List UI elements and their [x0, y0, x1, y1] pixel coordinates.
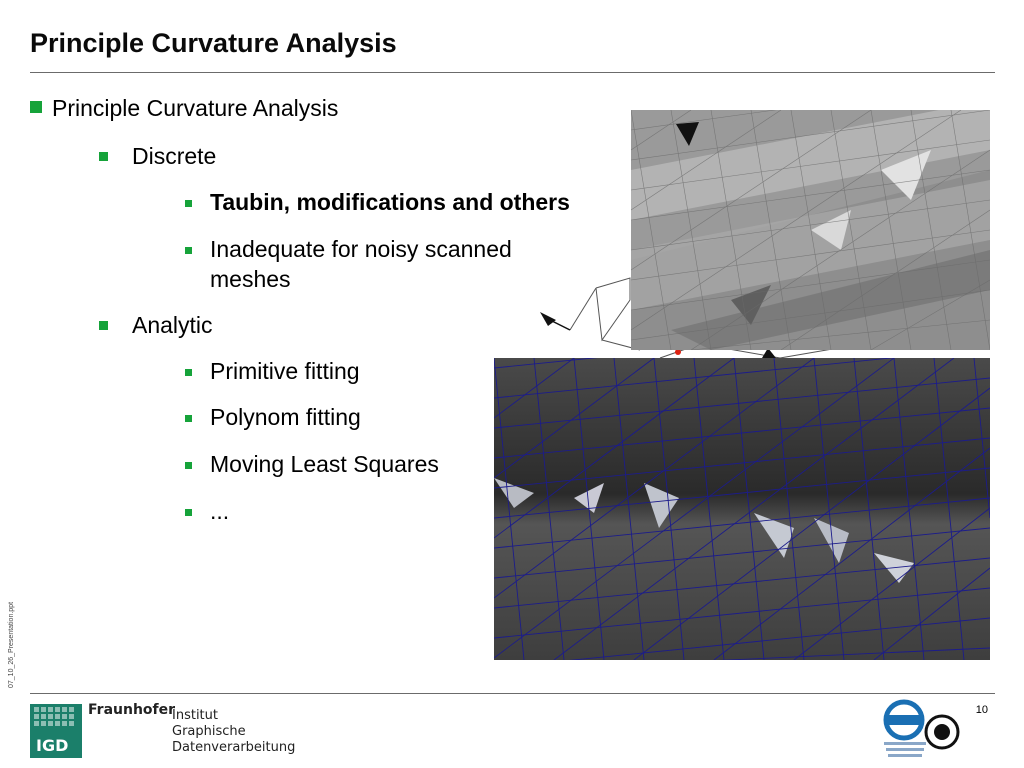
institute-line-1: Institut [172, 708, 218, 723]
bullet-square-icon [185, 369, 192, 376]
bullet-square-icon [99, 321, 108, 330]
bullet-square-icon [185, 415, 192, 422]
certification-logo [880, 698, 965, 760]
bullet-item [132, 141, 216, 171]
bullet-square-icon [185, 462, 192, 469]
mesh-render-image [631, 110, 990, 350]
bullet-item [210, 496, 229, 526]
bullet-text: Discrete [132, 143, 217, 169]
bullet-item [210, 187, 570, 217]
igd-logo-text: IGD [36, 736, 69, 755]
bullet-item [210, 356, 360, 386]
bullet-square-icon [185, 247, 192, 254]
bullet-square-icon [185, 509, 192, 516]
bullet-text: Analytic [132, 312, 213, 338]
bullet-square-icon [185, 200, 192, 207]
bullet-text: Taubin, modifications and others [210, 189, 570, 215]
title-divider [30, 72, 995, 73]
bullet-text-continuation: meshes [210, 266, 291, 292]
bullet-text: Primitive fitting [210, 358, 360, 384]
fraunhofer-igd-logo [30, 702, 296, 758]
bullet-text: ... [210, 498, 230, 524]
bullet-item [210, 234, 512, 264]
fraunhofer-wordmark: Fraunhofer [88, 702, 176, 718]
bullet-text: Inadequate for noisy scanned [210, 236, 512, 262]
institute-line-2: Graphische [172, 724, 246, 739]
bullet-item [52, 93, 338, 123]
file-name-note: 07_10_26_Presentation.ppt [8, 601, 15, 688]
page-number: 10 [975, 704, 988, 716]
bullet-item [210, 402, 361, 432]
bullet-item [210, 449, 439, 479]
bullet-item [132, 310, 213, 340]
slide-title: Principle Curvature Analysis [30, 28, 397, 58]
bullet-square-icon [30, 101, 42, 113]
bullet-text: Principle Curvature Analysis [52, 95, 339, 121]
bullet-text: Moving Least Squares [210, 451, 439, 477]
bullet-square-icon [99, 152, 108, 161]
dqs-iqnet-seal-icon [880, 698, 965, 760]
footer-divider [30, 693, 995, 694]
wireframe-arrows-diagram [530, 270, 640, 370]
bullet-text: Polynom fitting [210, 404, 361, 430]
institute-line-3: Datenverarbeitung [172, 740, 296, 755]
wireframe-mesh-image [494, 358, 990, 660]
